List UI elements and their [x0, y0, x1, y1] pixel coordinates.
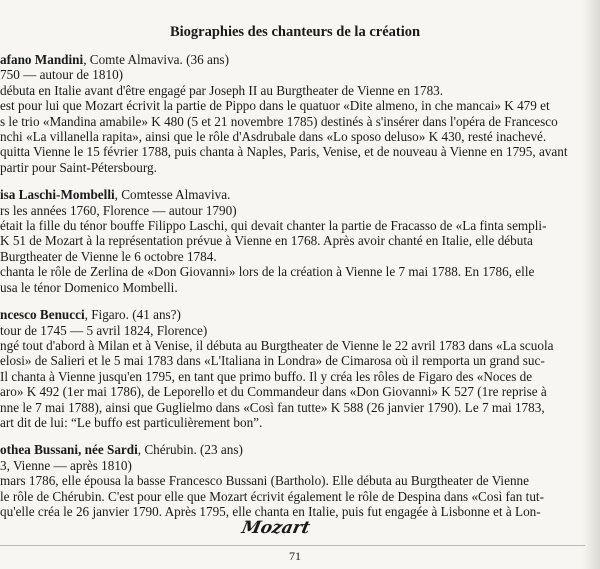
- text-line: rs les années 1760, Florence — autour 1790): [0, 202, 237, 218]
- text-line: nchi «La villanella rapita», ainsi que le rôle d'Asdrubale dans «Lo sposo deluso» K 430, resté inachevé.: [0, 129, 547, 145]
- text-line: le rôle de Chérubin. C'est pour elle que Mozart écrivit également le rôle de Despina dans «Così fan tut-: [0, 488, 544, 504]
- singer-name: othea Bussani, née Sardi: [0, 442, 138, 458]
- entry-heading: [0, 187, 574, 202]
- singer-role: , Chérubin. (23 ans): [137, 442, 243, 458]
- page-title: Biographies des chanteurs de la création: [169, 24, 421, 40]
- entry-heading: [0, 52, 574, 67]
- text-line: 750 — autour de 1810): [0, 67, 124, 83]
- text-line: quitta Vienne le 15 février 1788, puis chanta à Naples, Paris, Venise, et de nouveau à Vienne en 1795, avant: [0, 144, 568, 160]
- text-line: chanta le rôle de Zerlina de «Don Giovanni» lors de la création à Vienne le 7 mai 1788. En 1786, elle: [0, 264, 535, 280]
- text-line: tour de 1745 — 5 avril 1824, Florence): [0, 322, 208, 338]
- text-line: art dit de lui: “Le buffo est particulièrement bon”.: [0, 414, 263, 430]
- text-line: ngé tout d'abord à Milan et à Venise, il débuta au Burgtheater de Vienne le 22 avril 1783 dans «La scuola: [0, 337, 554, 353]
- text-line: débuta en Italie avant d'être engagé par Joseph II au Burgtheater de Vienne en 1783.: [0, 82, 444, 98]
- text-line: elosi» de Salieri et le 5 mai 1783 dans «L'Italiana in Londra» de Cimarosa où il remporta un grand suc-: [0, 353, 545, 369]
- page-number: 71: [289, 549, 301, 563]
- mozart-signature: Mozart: [239, 518, 312, 538]
- text-line: nne le 7 mai 1788), ainsi que Guglielmo dans «Così fan tutte» K 588 (26 janvier 1790). Le 7 mai 1783,: [0, 399, 545, 415]
- text-line: 3, Vienne — après 1810): [0, 457, 132, 473]
- singer-role: , Comte Almaviva. (36 ans): [83, 52, 229, 67]
- text-line: Il chanta à Vienne jusqu'en 1795, en tant que primo buffo. Il y créa les rôles de Figaro des «Noces de: [0, 368, 533, 384]
- text-line: K 51 de Mozart à la représentation prévue à Vienne en 1768. Après avoir chanté en Italie, elle débuta: [0, 233, 533, 249]
- text-line: Burgtheater de Vienne le 6 octobre 1784.: [0, 248, 217, 264]
- biography-entry: [0, 442, 574, 519]
- singer-role: , Comtesse Almaviva.: [114, 187, 231, 203]
- biography-entry: [0, 52, 574, 175]
- footer-rule: [0, 545, 585, 546]
- text-line: s le trio «Mandina amabile» K 480 (5 et 21 novembre 1785) destinés à s'insérer dans l'opéra de Francesco: [0, 113, 558, 129]
- entry-heading: [0, 307, 574, 322]
- text-line: qu'elle créa le 26 janvier 1790. Après 1795, elle chanta en Italie, puis fut engagée à Lisbonne et à Lon-: [0, 503, 541, 519]
- singer-name: isa Laschi-Mombelli: [0, 187, 115, 203]
- biography-entry: [0, 187, 574, 295]
- text-line: partir pour Saint-Pétersbourg.: [0, 159, 157, 175]
- text-line: est pour lui que Mozart écrivit la partie de Pippo dans le quatuor «Dite almeno, in che mancai» K 479 et: [0, 98, 550, 114]
- biography-entry: [0, 307, 574, 430]
- text-line: mars 1786, elle épousa la basse Francesco Bussani (Bartholo). Elle débuta au Burgtheater de Vienne: [0, 473, 529, 489]
- singer-name: afano Mandini: [0, 52, 84, 67]
- singer-name: ncesco Benucci: [0, 307, 85, 323]
- text-line: aro» K 492 (1er mai 1786), de Leporello et du Commandeur dans «Don Giovanni» K 527 (1re reprise à: [0, 384, 547, 400]
- text-line: était la fille du ténor bouffe Filippo Laschi, qui devait chanter la partie de Fracasso de «La finta sempli-: [0, 218, 547, 234]
- singer-role: , Figaro. (41 ans?): [84, 307, 181, 323]
- entry-heading: [0, 442, 574, 457]
- facing-page-bleed: [582, 0, 600, 569]
- biographies-body: [0, 52, 574, 531]
- text-line: usa le ténor Domenico Mombelli.: [0, 279, 178, 295]
